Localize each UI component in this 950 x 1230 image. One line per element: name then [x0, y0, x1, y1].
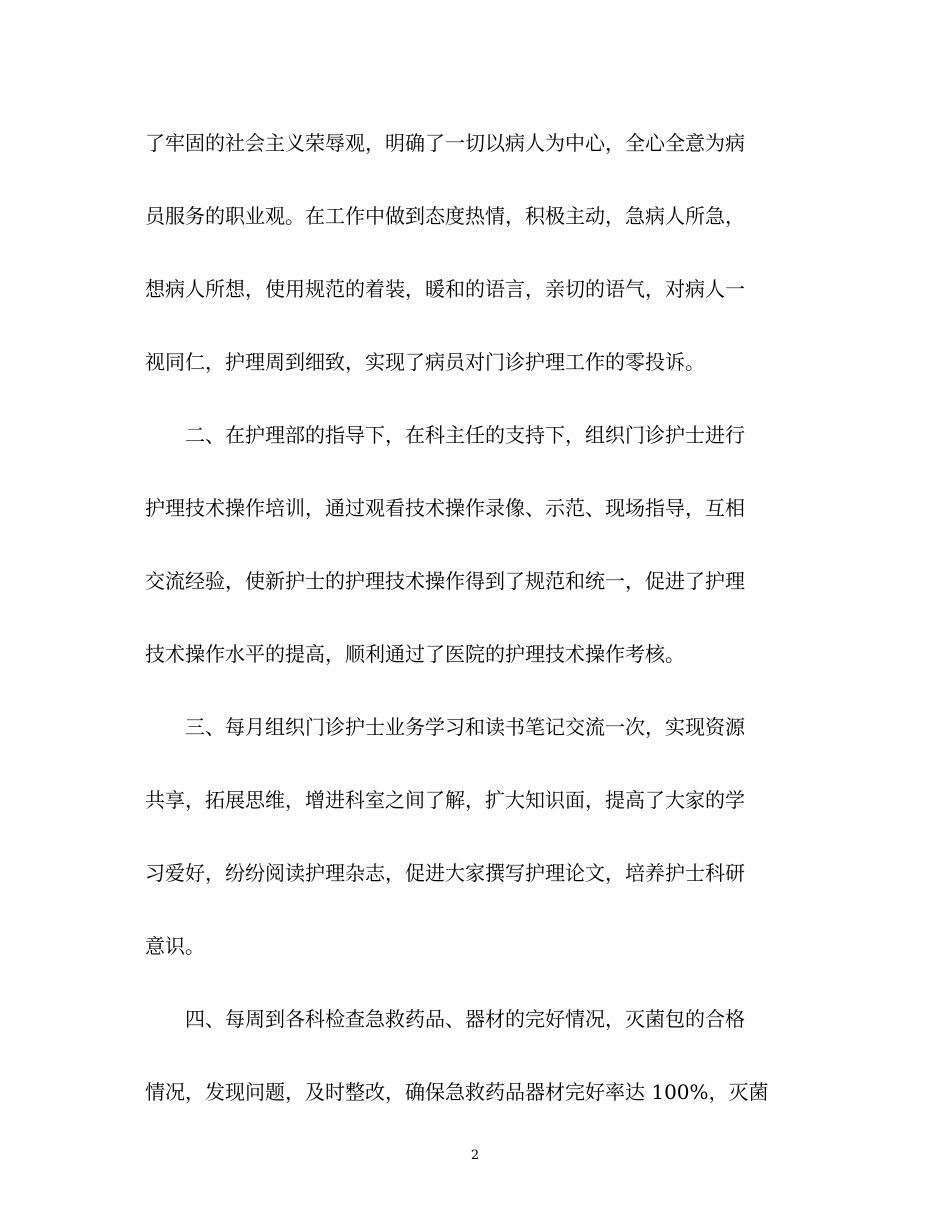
text-line: 情况，发现问题，及时整改，确保急救药品器材完好率达 100%，灭菌: [145, 1080, 769, 1104]
text-line: 交流经验，使新护士的护理技术操作得到了规范和统一，促进了护理: [145, 569, 745, 593]
text-line: 想病人所想，使用规范的着装，暖和的语言，亲切的语气，对病人一: [145, 277, 745, 301]
text-line-paragraph-start: 二、在护理部的指导下，在科主任的支持下，组织门诊护士进行: [185, 423, 745, 447]
text-line-paragraph-start: 三、每月组织门诊护士业务学习和读书笔记交流一次，实现资源: [185, 715, 745, 739]
page-number: 2: [470, 1148, 480, 1163]
text-line-paragraph-start: 四、每周到各科检查急救药品、器材的完好情况，灭菌包的合格: [185, 1007, 745, 1031]
text-line: 技术操作水平的提高，顺利通过了医院的护理技术操作考核。: [145, 642, 685, 666]
body-text: [145, 113, 810, 1135]
text-line: 护理技术操作培训，通过观看技术操作录像、示范、现场指导，互相: [145, 496, 745, 520]
text-line: 了牢固的社会主义荣辱观，明确了一切以病人为中心，全心全意为病: [145, 131, 745, 155]
text-line: 意识。: [145, 934, 205, 958]
text-line: 视同仁，护理周到细致，实现了病员对门诊护理工作的零投诉。: [145, 350, 705, 374]
text-line: 员服务的职业观。在工作中做到态度热情，积极主动，急病人所急，: [145, 204, 745, 228]
text-line: 共享，拓展思维，增进科室之间了解，扩大知识面，提高了大家的学: [145, 788, 745, 812]
text-line: 习爱好，纷纷阅读护理杂志，促进大家撰写护理论文，培养护士科研: [145, 861, 745, 885]
